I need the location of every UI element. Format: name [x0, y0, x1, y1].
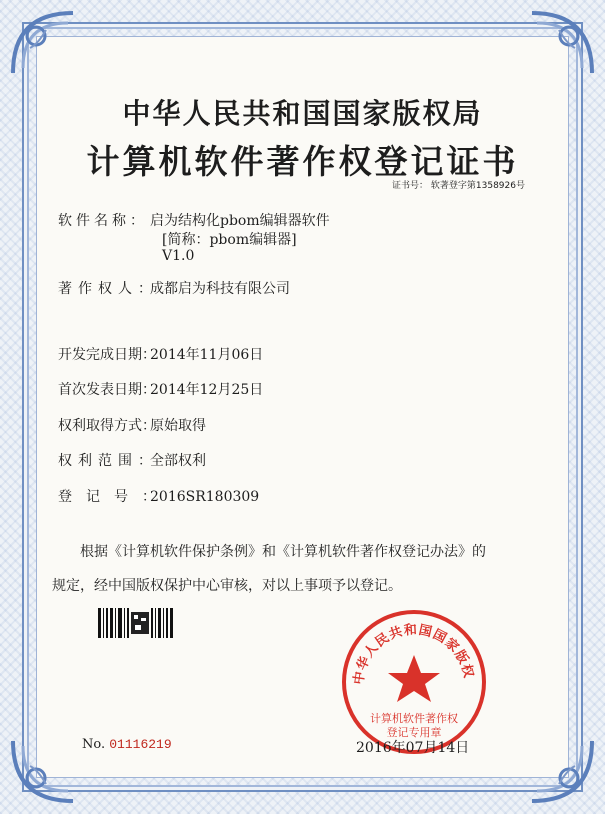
official-seal: [339, 607, 489, 757]
barcode-icon: [98, 608, 176, 638]
registration-value: 2016SR180309: [150, 489, 260, 505]
software-version: V1.0: [162, 248, 195, 264]
owner-value: 成都启为科技有限公司: [150, 281, 290, 297]
seal-inner-text-2: 登记专用章: [386, 727, 442, 739]
certificate-number: [392, 178, 525, 191]
registration-label: 登记号：: [58, 489, 170, 505]
issue-date: 2016年07月14日: [356, 740, 470, 756]
certificate-number-label: 证书号：: [392, 181, 429, 191]
seal-inner-text-1: 计算机软件著作权: [370, 713, 458, 725]
pub-date-label: 首次发表日期：: [58, 382, 156, 398]
serial-label: No.: [82, 737, 106, 752]
star-icon: [388, 655, 440, 702]
statement-line-2: 规定，经中国版权保护中心审核，对以上事项予以登记。: [52, 578, 402, 594]
registration-row: [58, 486, 259, 506]
software-name-value: 启为结构化pbom编辑器软件: [150, 213, 330, 229]
certificate-title: 计算机软件著作权登记证书: [86, 142, 519, 181]
scope-value: 全部权利: [150, 453, 206, 469]
acquisition-row: [58, 415, 206, 435]
corner-ornament-icon: [527, 8, 597, 78]
acquisition-label: 权利取得方式：: [58, 418, 156, 434]
seal-outer-text: 中华人民共和国国家版权: [350, 621, 477, 686]
owner-label: 著作权人：: [58, 281, 158, 297]
serial-number: [82, 737, 172, 752]
software-short-name: [简称：pbom编辑器]: [162, 232, 297, 248]
dev-date-row: [58, 344, 263, 364]
certificate-number-value: 软著登字第1358926号: [430, 181, 525, 191]
corner-ornament-icon: [8, 736, 78, 806]
corner-ornament-icon: [527, 736, 597, 806]
dev-date-value: 2014年11月06日: [150, 347, 264, 363]
software-name-label: 软件名称：: [58, 213, 148, 229]
serial-value: 01116219: [109, 737, 172, 752]
corner-ornament-icon: [8, 8, 78, 78]
owner-row: [58, 278, 290, 298]
pub-date-row: [58, 379, 263, 399]
scope-row: [58, 450, 206, 470]
scope-label: 权利范围：: [58, 453, 158, 469]
statement-line-1: 根据《计算机软件保护条例》和《计算机软件著作权登记办法》的: [80, 544, 486, 560]
dev-date-label: 开发完成日期：: [58, 347, 156, 363]
pub-date-value: 2014年12月25日: [150, 382, 264, 398]
acquisition-value: 原始取得: [150, 418, 206, 434]
issuing-authority-title: 中华人民共和国国家版权局: [122, 97, 483, 130]
software-name-row: [58, 210, 330, 230]
